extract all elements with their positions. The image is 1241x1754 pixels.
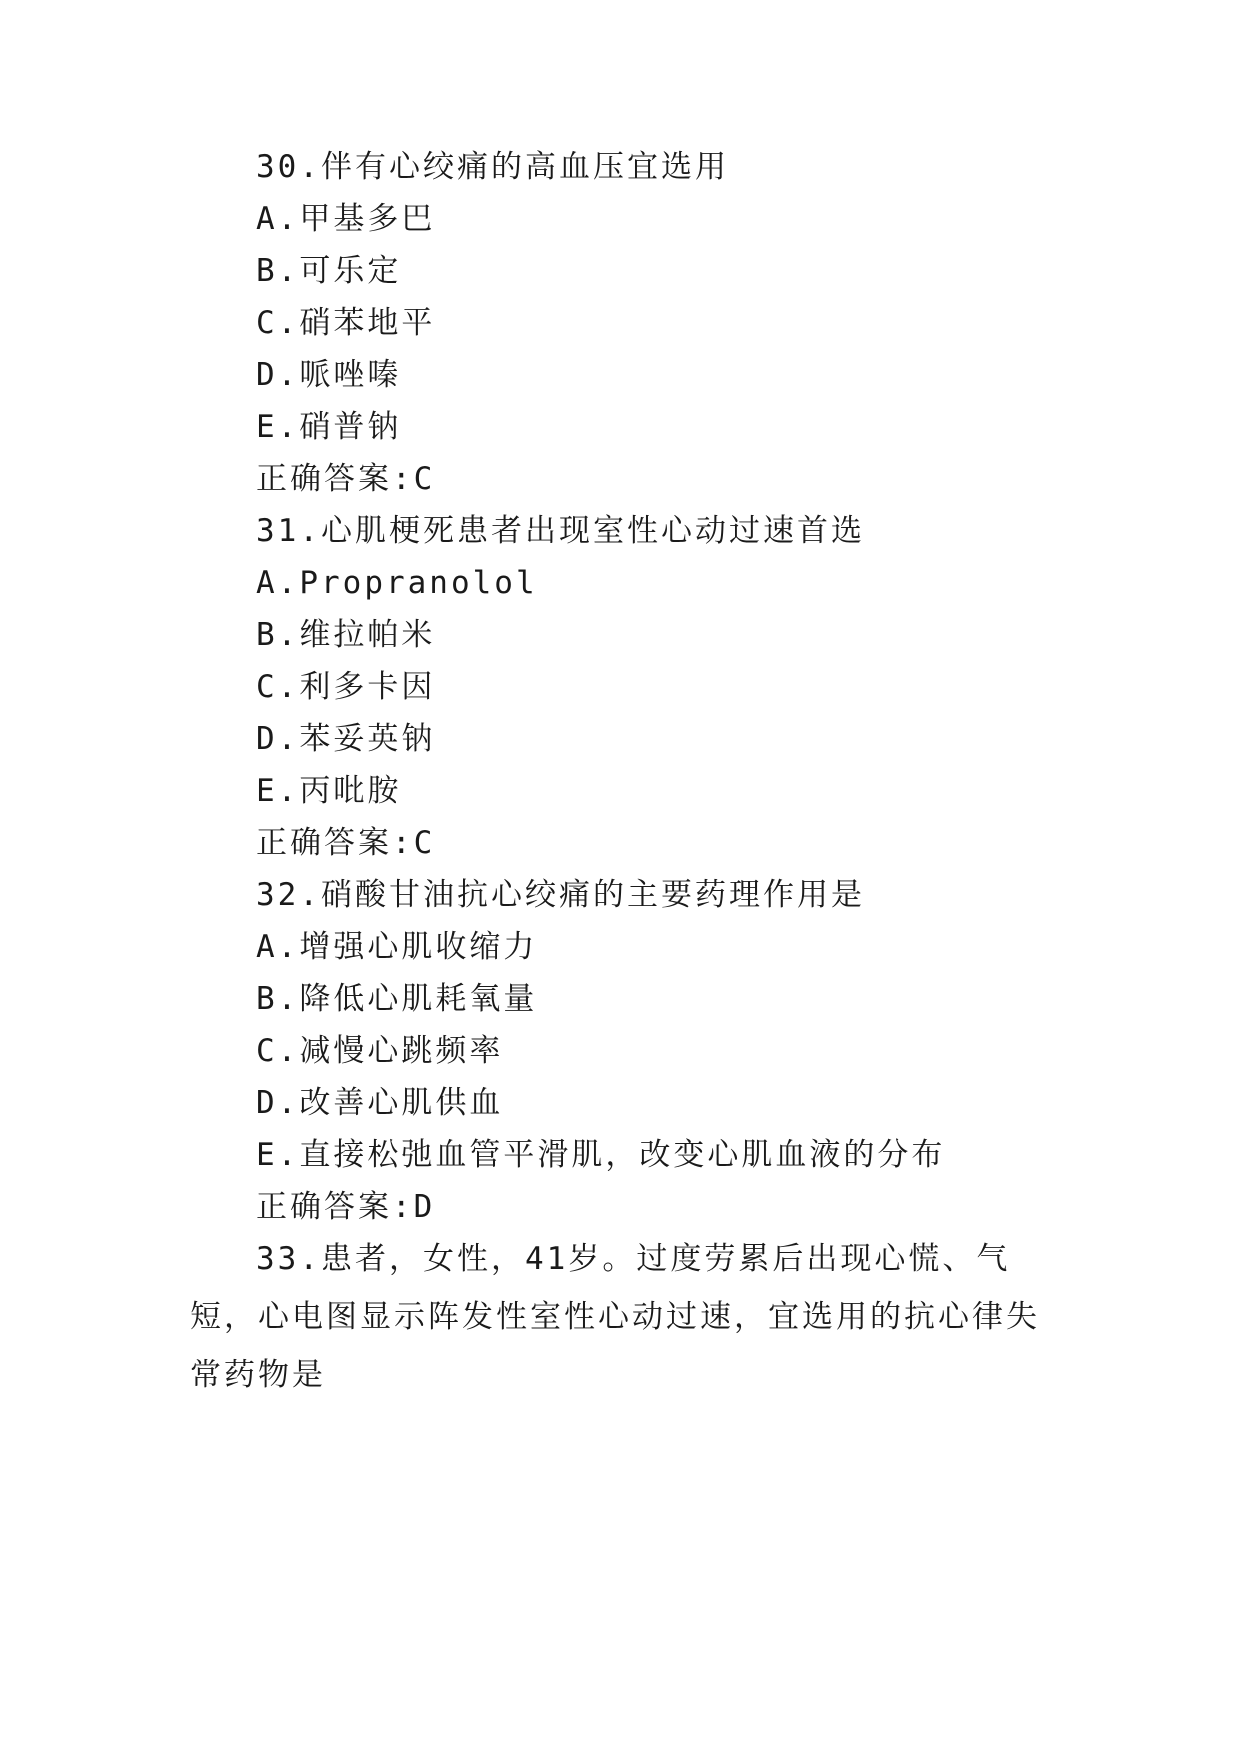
question-31-option-a: A.Propranolol — [256, 565, 538, 601]
question-32-option-a: A.增强心肌收缩力 — [256, 929, 538, 965]
question-31-option-b: B.维拉帕米 — [256, 617, 436, 653]
question-32-stem: 32.硝酸甘油抗心绞痛的主要药理作用是 — [256, 877, 865, 913]
question-30-option-c: C.硝苯地平 — [256, 305, 436, 341]
question-31-option-c: C.利多卡因 — [256, 669, 436, 705]
question-30-stem: 30.伴有心绞痛的高血压宜选用 — [256, 149, 729, 185]
question-30-option-b: B.可乐定 — [256, 253, 402, 289]
question-31-stem: 31.心肌梗死患者出现室性心动过速首选 — [256, 513, 865, 549]
question-30-answer: 正确答案:C — [256, 461, 436, 497]
question-32-option-e: E.直接松弛血管平滑肌，改变心肌血液的分布 — [256, 1137, 946, 1173]
question-31-option-e: E.丙吡胺 — [256, 773, 402, 809]
question-32-answer: 正确答案:D — [256, 1189, 436, 1225]
question-30-option-e: E.硝普钠 — [256, 409, 402, 445]
question-33-stem: 33.患者，女性，41岁。过度劳累后出现心慌、气短，心电图显示阵发性室性心动过速，宜选用的抗心律失常药物是 — [190, 1241, 1040, 1393]
question-32-option-b: B.降低心肌耗氧量 — [256, 981, 538, 1017]
question-31-option-d: D.苯妥英钠 — [256, 721, 436, 757]
question-30-option-a: A.甲基多巴 — [256, 201, 436, 237]
question-32-option-d: D.改善心肌供血 — [256, 1085, 504, 1121]
question-30-option-d: D.哌唑嗪 — [256, 357, 402, 393]
question-31-answer: 正确答案:C — [256, 825, 436, 861]
question-32-option-c: C.减慢心跳频率 — [256, 1033, 504, 1069]
